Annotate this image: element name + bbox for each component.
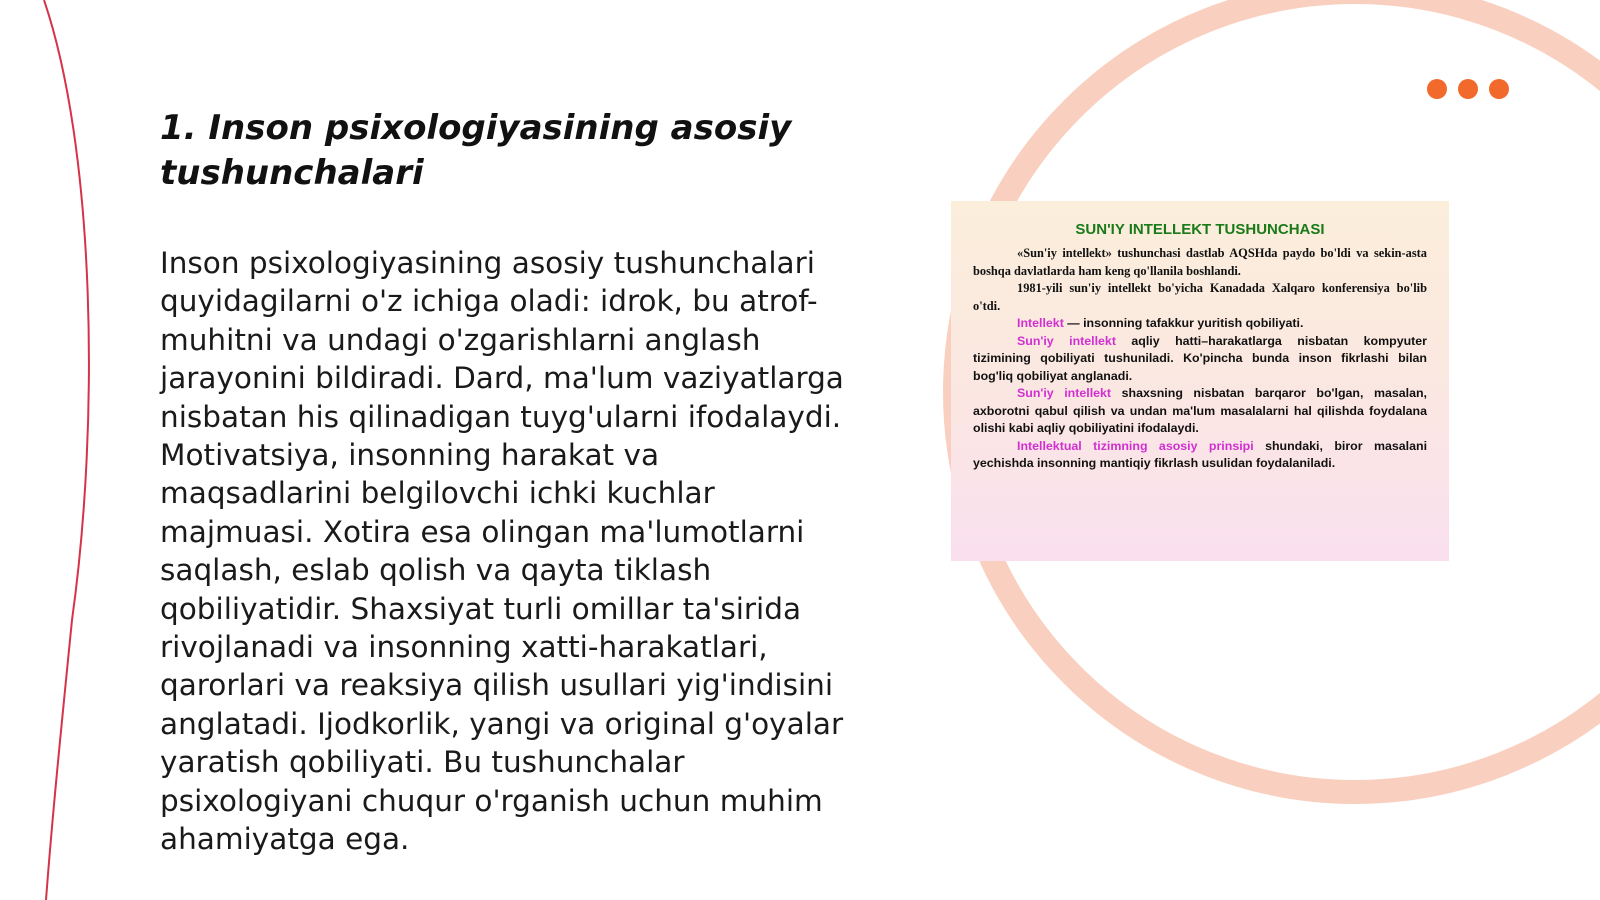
ellipsis-dots bbox=[1427, 79, 1509, 99]
figure-term: Sun'iy intellekt bbox=[1017, 386, 1112, 400]
figure-paragraph bbox=[973, 333, 1427, 386]
figure-paragraph bbox=[973, 385, 1427, 438]
textbook-excerpt-figure bbox=[951, 201, 1449, 561]
slide-body-text: Inson psixologiyasining asosiy tushunchalari quyidagilarni o'z ichiga oladi: idrok, bu atrof-muhitni va undagi o'zgarishlarni anglash jarayonini bildiradi. Dard, ma'lum vaziyatlarga nisbatan his qilinadigan tuyg'ularni ifodalaydi. Motivatsiya, insonning harakat va maqsadlarini belgilovchi ichki kuchlar majmuasi. Xotira esa olingan ma'lumotlarni saqlash, eslab qolish va qayta tiklash qobiliyatidir. Shaxsiyat turli omillar ta'sirida rivojlanadi va insonning xatti-harakatlari, qarorlari va reaksiya qilish usullari yig'indisini anglatadi. Ijodkorlik, yangi va original g'oyalar yaratish qobiliyati. Bu tushunchalar psixologiyani chuqur o'rganish uchun muhim ahamiyatga ega. bbox=[160, 246, 844, 857]
figure-paragraph: 1981-yili sun'iy intellekt bo'yicha Kanadada Xalqaro konferensiya bo'lib o'tdi. bbox=[973, 281, 1427, 313]
dot-icon bbox=[1458, 79, 1478, 99]
figure-term: Intellektual tizimning asosiy prinsipi bbox=[1017, 438, 1254, 453]
figure-definition: — insonning tafakkur yuritish qobiliyati. bbox=[1063, 316, 1304, 330]
figure-paragraph bbox=[973, 438, 1427, 473]
left-curve-line bbox=[44, 0, 89, 900]
dot-icon bbox=[1427, 79, 1447, 99]
figure-term: Sun'iy intellekt bbox=[1017, 333, 1116, 348]
figure-definition: aqliy hatti–harakatlarga nisbatan kompyuter tizimining qobiliyati tushuniladi. Ko'pincha bunda inson fikrlashi bilan bog'liq qobiliyat anglanadi. bbox=[973, 333, 1427, 383]
figure-title: SUN'IY INTELLEKT TUSHUNCHASI bbox=[1075, 221, 1325, 238]
figure-definition: shaxsning nisbatan barqaror bo'lgan, masalan, axborotni qabul qilish va undan ma'lum masalalarni hal qilishda foydalana olishi kabi aqliy qobiliyatini ifodalaydi. bbox=[973, 386, 1427, 435]
figure-paragraph: «Sun'iy intellekt» tushunchasi dastlab AQSHda paydo bo'ldi va sekin-asta boshqa davlatlarda ham keng qo'llanila boshlandi. bbox=[973, 246, 1427, 278]
figure-definition: shundaki, biror masalani yechishda insonning mantiqiy fikrlash usulidan foydalaniladi. bbox=[973, 438, 1428, 470]
figure-term: Intellekt bbox=[1017, 316, 1064, 330]
figure-paragraph bbox=[973, 315, 1427, 333]
slide-title: 1. Inson psixologiyasining asosiy tushunchalari bbox=[160, 108, 792, 193]
dot-icon bbox=[1489, 79, 1509, 99]
